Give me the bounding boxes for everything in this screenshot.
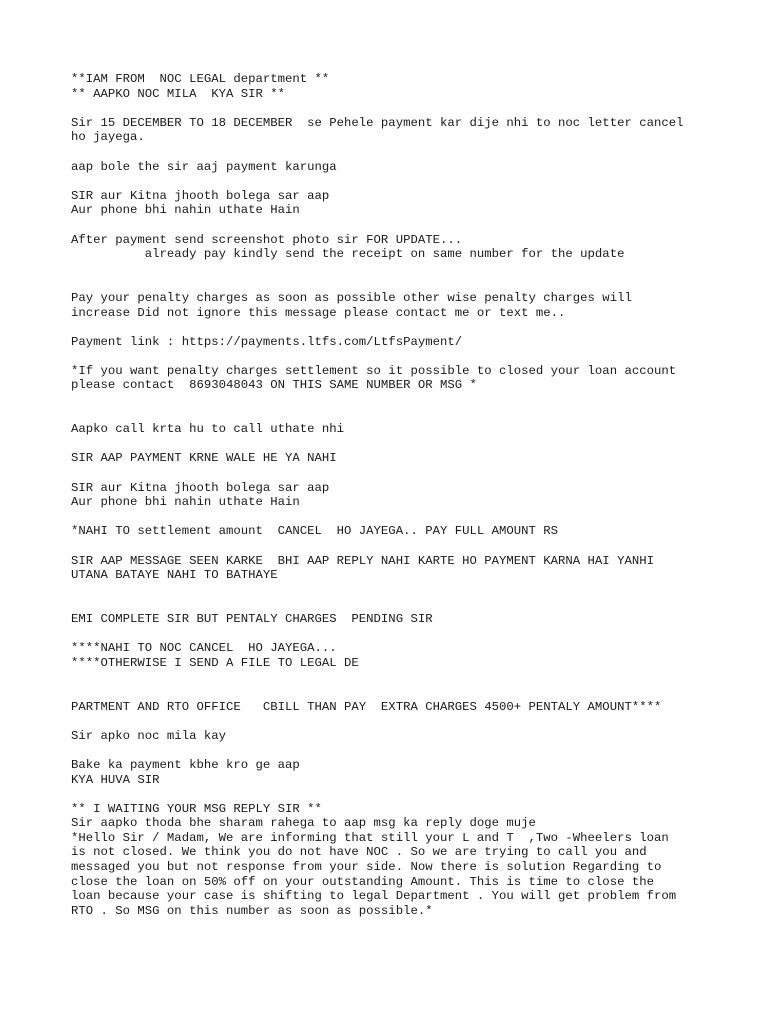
text-line: *NAHI TO settlement amount CANCEL HO JAYEGA.. PAY FULL AMOUNT RS bbox=[71, 524, 559, 539]
message-document bbox=[71, 72, 731, 918]
text-line: Sir 15 DECEMBER TO 18 DECEMBER se Pehele payment kar dije nhi to noc letter cancel bbox=[71, 115, 684, 130]
text-line: PARTMENT AND RTO OFFICE CBILL THAN PAY EXTRA CHARGES 4500+ PENTALY AMOUNT**** bbox=[71, 699, 662, 714]
text-line: SIR AAP MESSAGE SEEN KARKE BHI AAP REPLY NAHI KARTE HO PAYMENT KARNA HAI YANHI bbox=[71, 553, 654, 568]
text-line: loan because your case is shifting to legal Department . You will get problem from bbox=[71, 889, 677, 904]
text-line: Pay your penalty charges as soon as possible other wise penalty charges will bbox=[71, 290, 632, 305]
text-line: messaged you but not response from your side. Now there is solution Regarding to bbox=[71, 860, 662, 875]
text-line: SIR aur Kitna jhooth bolega sar aap bbox=[71, 480, 330, 495]
text-line: Aapko call krta hu to call uthate nhi bbox=[71, 422, 345, 437]
text-line: close the loan on 50% off on your outstanding Amount. This is time to close the bbox=[71, 874, 654, 889]
text-line: Aur phone bhi nahin uthate Hain bbox=[71, 495, 300, 510]
text-line: already pay kindly send the receipt on same number for the update bbox=[71, 247, 625, 262]
text-line: Sir apko noc mila kay bbox=[71, 728, 226, 743]
text-line: ** I WAITING YOUR MSG REPLY SIR ** bbox=[71, 801, 322, 816]
text-line: **IAM FROM NOC LEGAL department ** bbox=[71, 72, 330, 86]
text-line: Sir aapko thoda bhe sharam rahega to aap msg ka reply doge muje bbox=[71, 816, 536, 831]
text-line: Bake ka payment kbhe kro ge aap bbox=[71, 757, 300, 772]
text-line: After payment send screenshot photo sir FOR UPDATE... bbox=[71, 232, 463, 247]
text-line: SIR aur Kitna jhooth bolega sar aap bbox=[71, 188, 330, 203]
text-line: is not closed. We think you do not have NOC . So we are trying to call you and bbox=[71, 845, 647, 860]
text-line: please contact 8693048043 ON THIS SAME NUMBER OR MSG * bbox=[71, 378, 477, 393]
payment-link-line: Payment link : https://payments.ltfs.com/LtfsPayment/ bbox=[71, 334, 463, 349]
text-line: ****OTHERWISE I SEND A FILE TO LEGAL DE bbox=[71, 655, 359, 670]
text-line: ho jayega. bbox=[71, 130, 145, 145]
text-line: *Hello Sir / Madam, We are informing that still your L and T ,Two -Wheelers loan bbox=[71, 830, 669, 845]
text-line: increase Did not ignore this message please contact me or text me.. bbox=[71, 305, 566, 320]
text-line: EMI COMPLETE SIR BUT PENTALY CHARGES PENDING SIR bbox=[71, 611, 433, 626]
text-line: SIR AAP PAYMENT KRNE WALE HE YA NAHI bbox=[71, 451, 337, 466]
text-line: ** AAPKO NOC MILA KYA SIR ** bbox=[71, 86, 286, 101]
text-line: *If you want penalty charges settlement so it possible to closed your loan account bbox=[71, 363, 677, 378]
text-line: Aur phone bhi nahin uthate Hain bbox=[71, 203, 300, 218]
text-line: KYA HUVA SIR bbox=[71, 772, 160, 787]
text-line: UTANA BATAYE NAHI TO BATHAYE bbox=[71, 568, 278, 583]
text-line: RTO . So MSG on this number as soon as possible.* bbox=[71, 903, 433, 918]
text-line: aap bole the sir aaj payment karunga bbox=[71, 159, 337, 174]
text-line: ****NAHI TO NOC CANCEL HO JAYEGA... bbox=[71, 641, 337, 656]
